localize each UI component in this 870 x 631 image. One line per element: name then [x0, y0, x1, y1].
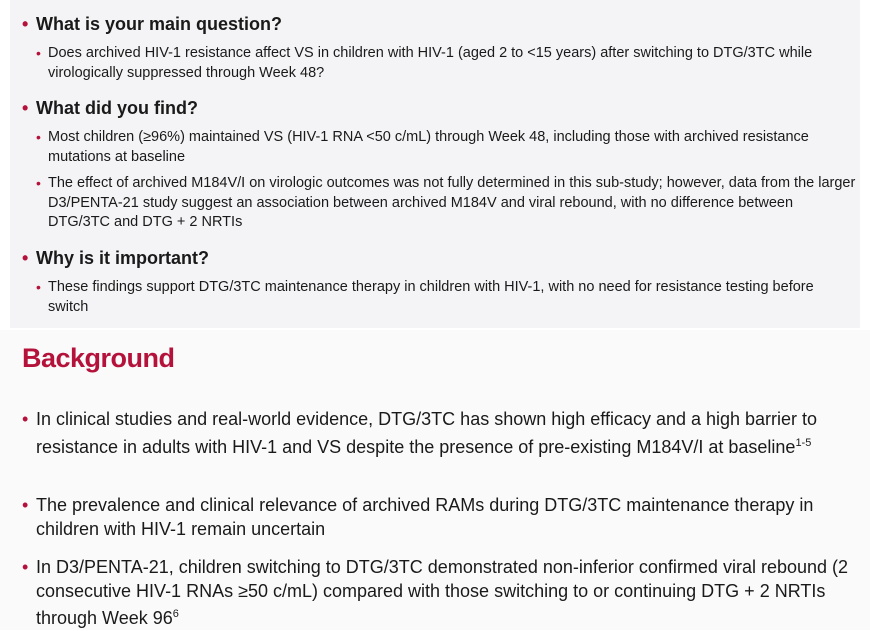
- summary-item: [36, 174, 856, 233]
- background-bullet: [22, 408, 852, 459]
- background-bullet: [22, 556, 852, 631]
- heading-text: What did you find?: [36, 98, 198, 118]
- item-text: Most children (≥96%) maintained VS (HIV-1 RNA <50 c/mL) through Week 48, including those with archived resistance mutations at baseline: [48, 129, 809, 165]
- bullet-text: In clinical studies and real-world evidence, DTG/3TC has shown high efficacy and a high barrier to resistance in adults with HIV-1 and VS despite the presence of pre-existing M184V/I at baseline: [36, 409, 818, 457]
- heading-text: Why is it important?: [36, 248, 209, 268]
- item-text: These findings support DTG/3TC maintenance therapy in children with HIV-1, with no need for resistance testing before switch: [48, 279, 814, 315]
- bullet-icon: •: [22, 248, 29, 268]
- background-bullet: [22, 494, 852, 541]
- bullet-icon: •: [36, 175, 41, 191]
- citation-sup: 1-5: [795, 436, 812, 449]
- bullet-icon: •: [22, 14, 29, 34]
- bullet-icon: •: [22, 409, 29, 429]
- citation-sup: 6: [172, 608, 179, 620]
- bullet-icon: •: [22, 557, 29, 577]
- bullet-icon: •: [22, 98, 29, 118]
- bullet-text: The prevalence and clinical relevance of archived RAMs during DTG/3TC maintenance therapy in children with HIV-1 remain uncertain: [36, 495, 814, 539]
- question-heading-main: [22, 14, 282, 35]
- question-heading-important: [22, 248, 209, 269]
- background-title: Background: [22, 343, 175, 373]
- item-text: The effect of archived M184V/I on virologic outcomes was not fully determined in this sub-study; however, data from the larger D3/PENTA-21 study suggest an association between archived M184V and viral rebound, with no difference between DTG/3TC and DTG + 2 NRTIs: [48, 175, 856, 230]
- bullet-icon: •: [22, 495, 29, 515]
- bullet-icon: •: [36, 279, 41, 295]
- bullet-icon: •: [36, 129, 41, 145]
- summary-item: [36, 278, 856, 317]
- bullet-text: In D3/PENTA-21, children switching to DTG/3TC demonstrated non-inferior confirmed viral rebound (2 consecutive HIV-1 RNAs ≥50 c/mL) compared with those switching to or continuing DTG + 2 NRTIs through Week 96: [36, 557, 849, 628]
- summary-item: [36, 128, 856, 167]
- heading-text: What is your main question?: [36, 14, 283, 34]
- item-text: Does archived HIV-1 resistance affect VS in children with HIV-1 (aged 2 to <15 years) after switching to DTG/3TC while virologically suppressed through Week 48?: [48, 45, 813, 81]
- summary-item: [36, 44, 856, 83]
- bullet-icon: •: [36, 45, 41, 61]
- question-heading-find: [22, 98, 198, 119]
